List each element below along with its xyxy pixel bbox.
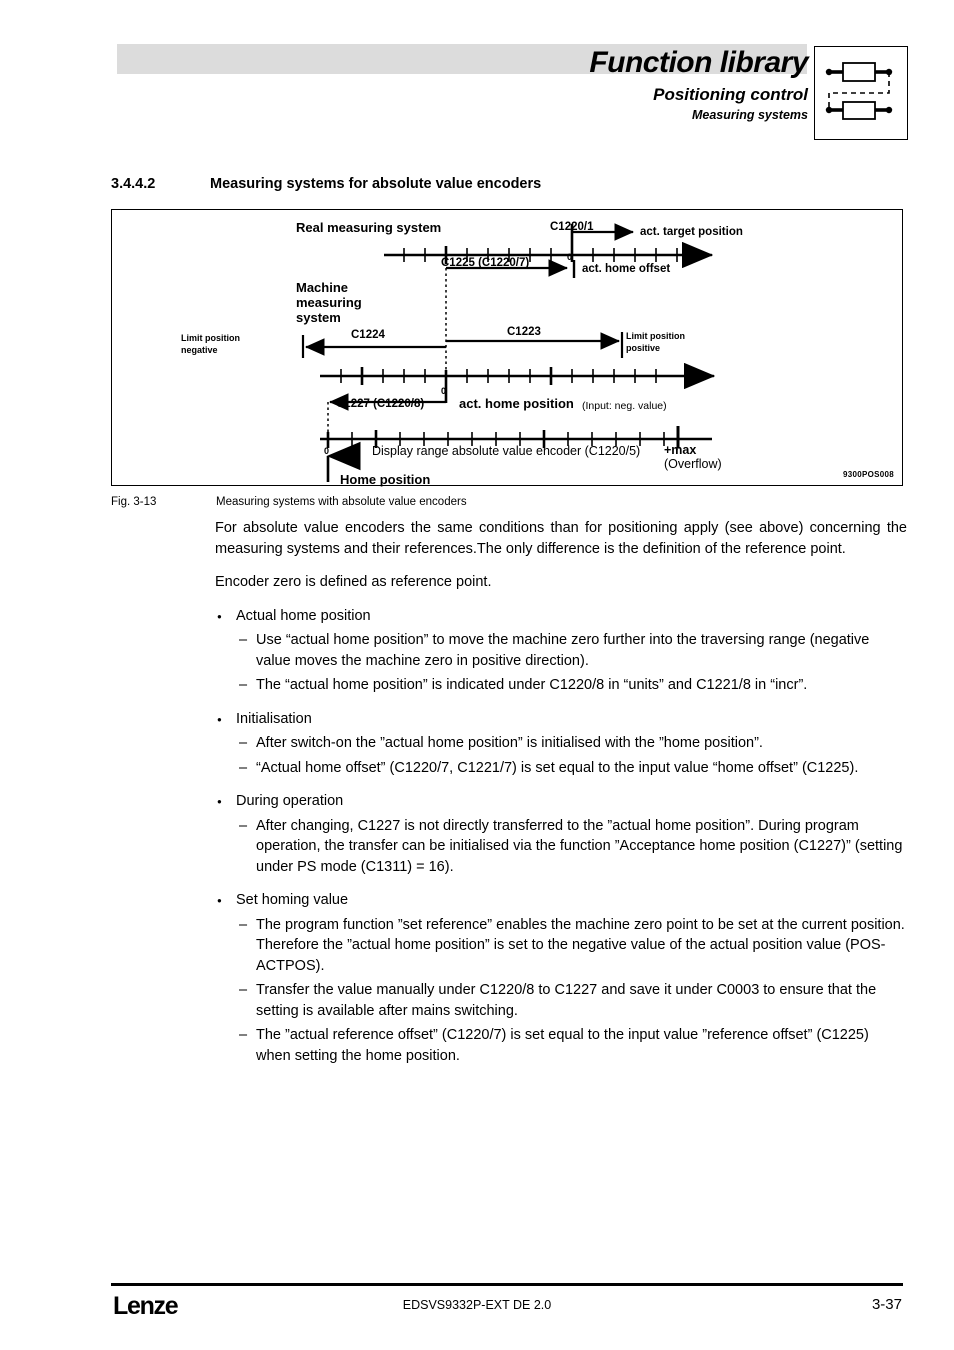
page-header	[0, 0, 954, 160]
bullet-group	[215, 606, 907, 696]
label-act-home-position-note: (Input: neg. value)	[582, 400, 667, 412]
footer-page-number: 3-37	[871, 1296, 902, 1313]
sub-item: – After switch-on the ”actual home position” is initialised with the ”home position”.	[215, 733, 907, 754]
label-machine-measuring-system-line2: measuring	[296, 295, 362, 310]
sub-list	[215, 915, 907, 1067]
label-zero-bottom: 0	[324, 446, 330, 456]
label-c1227-c1220-8: C1227 (C1220/8)	[336, 398, 425, 410]
label-limit-position-positive-line2: positive	[626, 343, 661, 353]
label-real-measuring-system: Real measuring system	[296, 220, 442, 235]
section-number: 3.4.4.2	[111, 176, 156, 192]
sub-item: – The ”actual reference offset” (C1220/7) is set equal to the input value ”reference offset” (C1225) when setting the home position.	[215, 1025, 907, 1066]
label-c1220-1: C1220/1	[550, 221, 594, 233]
bullet-list	[215, 606, 907, 1067]
label-c1223: C1223	[507, 326, 541, 338]
bullet-group	[215, 791, 907, 877]
sub-item: – The program function ”set reference” enables the machine zero point to be set at the current position. Therefore the ”actual home position” is set to the negative value of the actual position value (POS-ACTPOS).	[215, 915, 907, 977]
header-title-block	[300, 46, 808, 123]
sub-item: – Use “actual home position” to move the machine zero further into the traversing range (negative value moves the machine zero in positive direction).	[215, 630, 907, 671]
page-subsubtitle: Measuring systems	[691, 108, 808, 122]
bullet-group	[215, 709, 907, 779]
figure-id-code: 9300POS008	[842, 470, 894, 479]
sub-list	[215, 733, 907, 778]
sub-item: – “Actual home offset” (C1220/7, C1221/7) is set equal to the input value “home offset” (C1225).	[215, 758, 907, 779]
paragraph-2: Encoder zero is defined as reference point.	[215, 574, 492, 590]
body-content	[215, 518, 907, 1079]
label-act-home-position: act. home position	[459, 396, 574, 411]
label-act-target-position: act. target position	[640, 226, 743, 238]
page-subtitle: Positioning control	[653, 85, 808, 104]
label-home-position: Home position	[340, 472, 431, 487]
bullet-heading: ● Set homing value	[215, 890, 907, 911]
label-limit-position-negative-line1: Limit position	[181, 333, 240, 343]
figure-caption-text: Measuring systems with absolute value encoders	[216, 496, 467, 508]
bullet-heading: ● Actual home position	[215, 606, 907, 627]
label-zero-mid: 0	[441, 386, 447, 396]
sub-item: – After changing, C1227 is not directly transferred to the ”actual home position”. During program operation, the transfer can be initialised via the function ”Acceptance home position (C1227)” (setting under PS mode (C1311) = 16).	[215, 816, 907, 878]
bullet-group	[215, 890, 907, 1066]
figure-measuring-systems	[111, 209, 903, 486]
figure-caption	[111, 496, 467, 508]
sub-list	[215, 816, 907, 878]
label-overflow: (Overflow)	[664, 457, 722, 471]
label-plus-max: +max	[664, 443, 697, 457]
paragraph-1: For absolute value encoders the same conditions than for positioning apply (see above) concerning the measuring systems and their references.The only difference is the definition of the reference point.	[215, 520, 907, 557]
label-limit-position-negative-line2: negative	[181, 345, 218, 355]
footer-document-id: EDSVS9332P-EXT DE 2.0	[402, 1298, 552, 1312]
label-zero-top: 0	[567, 252, 573, 262]
label-c1225-c1220-7: C1225 (C1220/7)	[441, 257, 530, 269]
two-linked-resistors-icon	[814, 46, 908, 140]
lenze-logo: Lenze	[113, 1292, 178, 1320]
sub-item: – Transfer the value manually under C1220/8 to C1227 and save it under C0003 to ensure that the setting is available after mains switching.	[215, 980, 907, 1021]
label-machine-measuring-system-line1: Machine	[296, 280, 349, 295]
bullet-heading: ● Initialisation	[215, 709, 907, 730]
label-machine-measuring-system-line3: system	[296, 310, 341, 325]
label-display-range: Display range absolute value encoder (C1220/5)	[372, 444, 641, 458]
sub-item: – The “actual home position” is indicated under C1220/8 in “units” and C1221/8 in “incr”.	[215, 675, 907, 696]
label-act-home-offset: act. home offset	[582, 263, 671, 275]
footer-divider	[111, 1283, 903, 1286]
section-heading	[111, 176, 541, 192]
label-limit-position-positive-line1: Limit position	[626, 331, 685, 341]
label-c1224: C1224	[351, 329, 385, 341]
bullet-heading: ● During operation	[215, 791, 907, 812]
sub-list	[215, 630, 907, 696]
figure-caption-number: Fig. 3-13	[111, 496, 157, 508]
section-title: Measuring systems for absolute value encoders	[210, 176, 542, 192]
page-title: Function library	[589, 46, 808, 79]
